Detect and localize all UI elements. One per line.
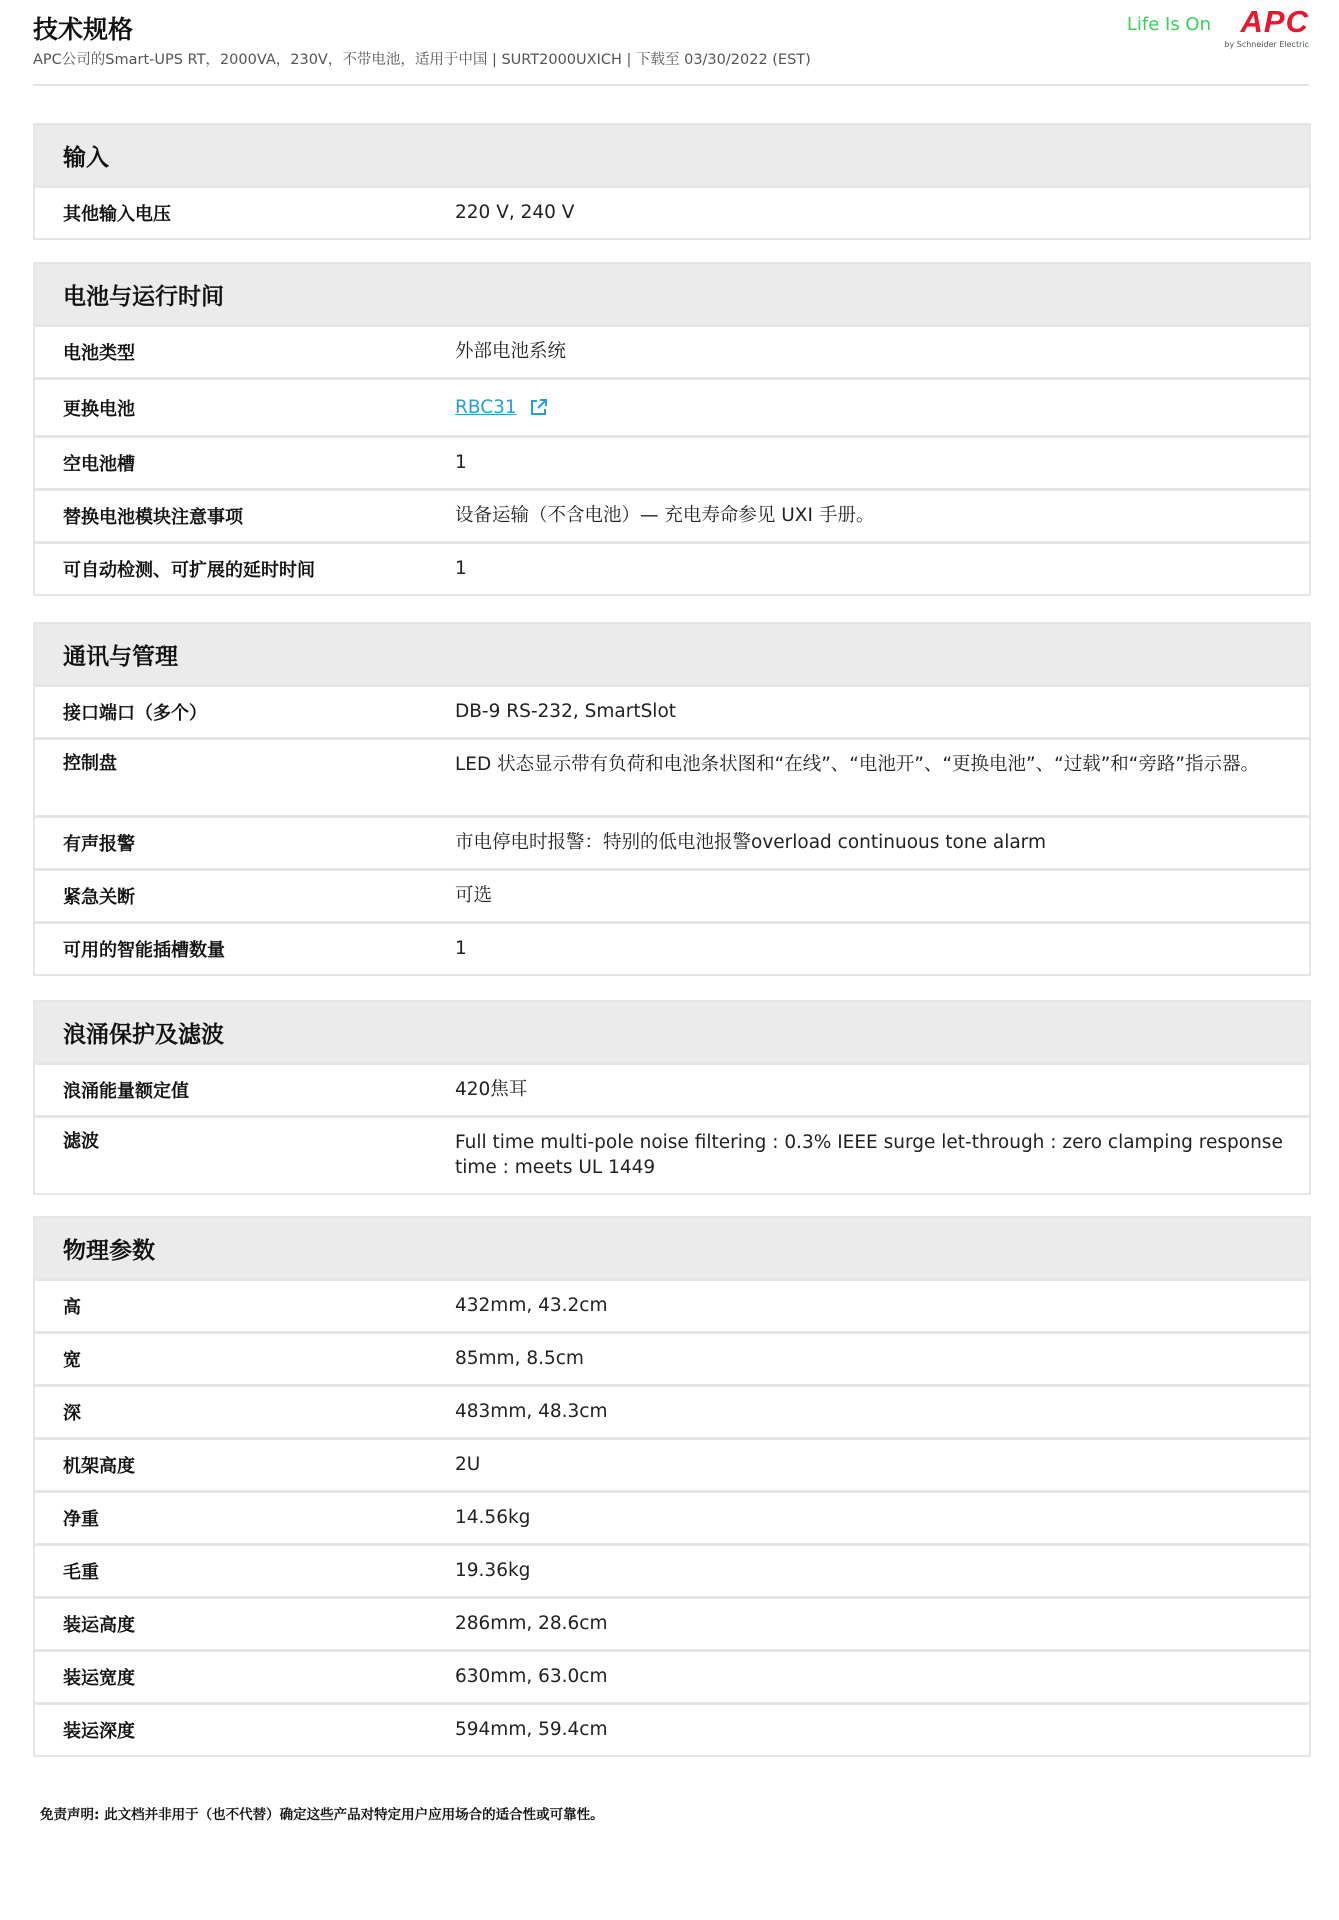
spec-label: 可用的智能插槽数量 <box>63 940 225 961</box>
spec-value: 19.36kg <box>455 1560 531 1581</box>
spec-label: 紧急关断 <box>63 887 135 908</box>
spec-label: 更换电池 <box>63 398 135 420</box>
apc-logo <box>1224 4 1309 56</box>
section-physical <box>33 1216 1311 1757</box>
page-title: 技术规格 <box>33 15 134 44</box>
section-communications <box>33 622 1311 976</box>
spec-row <box>35 541 1309 594</box>
spec-label: 净重 <box>63 1509 99 1530</box>
spec-label: 毛重 <box>63 1562 99 1583</box>
spec-label: 接口端口（多个） <box>63 703 207 724</box>
spec-label: 控制盘 <box>63 753 117 774</box>
section-title: 电池与运行时间 <box>35 264 1309 324</box>
spec-value: 85mm, 8.5cm <box>455 1348 584 1369</box>
spec-row <box>35 868 1309 921</box>
spec-label: 装运高度 <box>63 1615 135 1636</box>
external-link-icon[interactable] <box>529 397 549 417</box>
spec-value: 286mm, 28.6cm <box>455 1613 608 1634</box>
spec-row <box>35 435 1309 488</box>
spec-value: 外部电池系统 <box>455 341 567 362</box>
section-battery <box>33 262 1311 596</box>
spec-label: 替换电池模块注意事项 <box>63 507 243 528</box>
spec-value: 设备运输（不含电池）— 充电寿命参见 UXI 手册。 <box>455 505 875 526</box>
spec-label: 滤波 <box>63 1131 99 1152</box>
section-title: 物理参数 <box>35 1218 1309 1278</box>
spec-row <box>35 737 1309 815</box>
spec-value: 432mm, 43.2cm <box>455 1295 608 1316</box>
life-is-on-logo: Life Is On <box>1126 14 1211 35</box>
spec-label: 装运深度 <box>63 1721 135 1742</box>
spec-row <box>35 1490 1309 1543</box>
spec-row <box>35 488 1309 541</box>
spec-row <box>35 1649 1309 1702</box>
replacement-battery-link[interactable]: RBC31 <box>455 396 517 418</box>
spec-value: 市电停电时报警：特别的低电池报警overload continuous tone alarm <box>455 832 1046 853</box>
spec-label: 空电池槽 <box>63 454 135 475</box>
spec-label: 浪涌能量额定值 <box>63 1081 189 1102</box>
spec-row <box>35 1543 1309 1596</box>
spec-row <box>35 185 1309 238</box>
disclaimer: 免责声明: 此文档并非用于（也不代替）确定这些产品对特定用户应用场合的适合性或可靠性。 <box>40 1807 604 1823</box>
spec-row <box>35 921 1309 974</box>
spec-row <box>35 1115 1309 1193</box>
spec-value: 420焦耳 <box>455 1079 528 1100</box>
spec-label: 有声报警 <box>63 834 135 855</box>
spec-value: LED 状态显示带有负荷和电池条状图和“在线”、“电池开”、“更换电池”、“过载”和“旁路”指示器。 <box>455 754 1259 775</box>
section-title: 输入 <box>35 125 1309 185</box>
spec-value: DB-9 RS-232, SmartSlot <box>455 701 677 722</box>
section-input <box>33 123 1311 240</box>
apc-logo-text: APC <box>1240 4 1309 39</box>
spec-row <box>35 1437 1309 1490</box>
spec-value <box>455 396 1309 420</box>
spec-row <box>35 1596 1309 1649</box>
spec-value: 594mm, 59.4cm <box>455 1719 608 1740</box>
page-header <box>33 4 1309 86</box>
spec-label: 高 <box>63 1297 81 1318</box>
spec-value: 14.56kg <box>455 1507 531 1528</box>
schneider-logo-text: by Schneider Electric <box>1224 40 1309 49</box>
spec-value: 2U <box>455 1454 481 1475</box>
spec-value: 220 V, 240 V <box>455 202 575 223</box>
spec-value: 1 <box>455 558 467 579</box>
spec-label: 宽 <box>63 1350 81 1371</box>
spec-row <box>35 1331 1309 1384</box>
spec-label: 机架高度 <box>63 1456 135 1477</box>
page-subtitle: APC公司的Smart-UPS RT，2000VA，230V，不带电池，适用于中国 | SURT2000UXICH | 下载至 03/30/2022 (EST) <box>33 52 811 68</box>
spec-value: 483mm, 48.3cm <box>455 1401 608 1422</box>
spec-row <box>35 1278 1309 1331</box>
spec-row <box>35 377 1309 435</box>
spec-row <box>35 324 1309 377</box>
spec-row <box>35 815 1309 868</box>
spec-value: 1 <box>455 938 467 959</box>
section-surge-protection <box>33 1000 1311 1195</box>
spec-row <box>35 1062 1309 1115</box>
spec-label: 可自动检测、可扩展的延时时间 <box>63 560 315 581</box>
spec-row <box>35 684 1309 737</box>
spec-label: 其他输入电压 <box>63 204 171 225</box>
spec-label: 电池类型 <box>63 343 135 364</box>
section-title: 浪涌保护及滤波 <box>35 1002 1309 1062</box>
spec-label: 装运宽度 <box>63 1668 135 1689</box>
spec-value: 可选 <box>455 885 493 906</box>
spec-value: 1 <box>455 452 467 473</box>
section-title: 通讯与管理 <box>35 624 1309 684</box>
spec-row <box>35 1702 1309 1755</box>
spec-value: 630mm, 63.0cm <box>455 1666 608 1687</box>
spec-label: 深 <box>63 1403 81 1424</box>
spec-row <box>35 1384 1309 1437</box>
spec-value: Full time multi-pole noise filtering : 0.3% IEEE surge let-through : zero clamping response time : meets UL 1449 <box>455 1132 1283 1178</box>
